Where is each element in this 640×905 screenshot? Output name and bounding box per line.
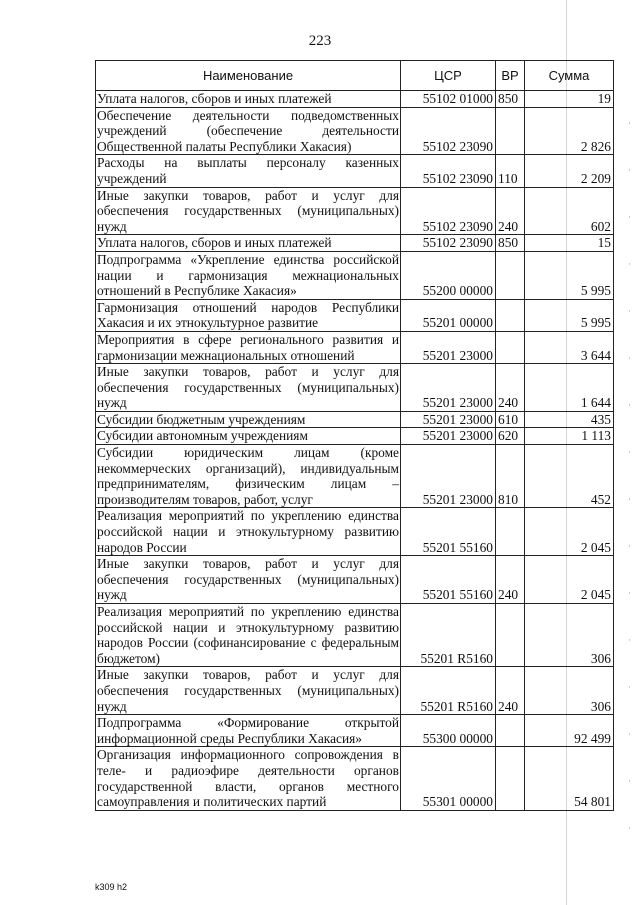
row-name: Уплата налогов, сборов и иных платежей [96, 91, 401, 108]
row-vr: 110 [496, 155, 525, 187]
row-sum: 452 [525, 445, 614, 508]
row-name: Мероприятия в сфере регионального развития и гармонизации межнациональных отношений [97, 331, 399, 363]
row-csr: 55201 55160 [401, 556, 496, 604]
row-csr: 55102 23090 [401, 155, 496, 187]
table-row [96, 107, 614, 155]
row-name: Иные закупки товаров, работ и услуг для обеспечения государственных (муниципальных) нужд [97, 556, 399, 603]
row-name: Обеспечение деятельности подведомственных учреждений (обеспечение деятельности Общественной палаты Республики Хакасия) [97, 107, 399, 154]
row-csr: 55200 00000 [401, 251, 496, 299]
row-sum: 2 826 [525, 107, 614, 155]
table-row [96, 331, 614, 363]
row-sum: 435 [525, 411, 614, 428]
row-name: Реализация мероприятий по укреплению единства российской нации и этнокультурному развитию народов России (софинансирование с федеральным бюджетом) [97, 604, 399, 666]
row-vr: 850 [496, 235, 525, 252]
row-name: Расходы на выплаты персоналу казенных учреждений [97, 155, 399, 186]
row-name: Субсидии бюджетным учреждениям [96, 411, 401, 428]
row-vr: 620 [496, 428, 525, 445]
row-name: Гармонизация отношений народов Республики Хакасия и их этнокультурное развитие [97, 299, 399, 331]
table-row [96, 155, 614, 187]
table-row [96, 556, 614, 604]
row-csr: 55201 23000 [401, 445, 496, 508]
row-sum: 2 045 [525, 556, 614, 604]
margin-scan-marks: · · · · · · · · · · · · · · · · [628, 118, 631, 833]
row-vr: 610 [496, 411, 525, 428]
row-sum: 602 [525, 187, 614, 235]
row-sum: 306 [525, 667, 614, 715]
row-csr: 55102 01000 [401, 91, 496, 108]
row-name: Подпрограмма «Укрепление единства российской нации и гармонизация межнациональных отношений в Республике Хакасия» [97, 251, 399, 299]
row-csr: 55201 55160 [401, 508, 496, 556]
row-sum: 2 045 [525, 508, 614, 556]
header-vr: ВР [496, 61, 525, 91]
row-sum: 92 499 [525, 715, 614, 747]
table-row [96, 604, 614, 667]
table-row [96, 667, 614, 715]
row-csr: 55102 23090 [401, 187, 496, 235]
row-name: Реализация мероприятий по укреплению единства российской нации и этнокультурному развитию народов России [97, 508, 399, 555]
page-number: 223 [308, 33, 332, 49]
table-row [96, 235, 614, 252]
table-row [96, 411, 614, 428]
row-name: Иные закупки товаров, работ и услуг для обеспечения государственных (муниципальных) нужд [97, 187, 399, 234]
row-sum: 1 113 [525, 428, 614, 445]
row-vr: 240 [496, 667, 525, 715]
table-row [96, 364, 614, 412]
table-row [96, 715, 614, 747]
row-sum: 5 995 [525, 299, 614, 331]
row-vr: 850 [496, 91, 525, 108]
row-name: Организация информационного сопровождения в теле- и радиоэфире деятельности органов государственной власти, органов местного самоуправления и политических партий [97, 747, 399, 810]
row-name: Субсидии автономным учреждениям [96, 428, 401, 445]
row-vr [496, 747, 525, 810]
row-vr [496, 508, 525, 556]
table-row [96, 445, 614, 508]
header-sum: Сумма [525, 61, 614, 91]
table-row [96, 299, 614, 331]
table-row [96, 428, 614, 445]
row-vr [496, 715, 525, 747]
row-vr: 240 [496, 364, 525, 412]
row-vr [496, 251, 525, 299]
table-header-row [96, 61, 614, 91]
table-row [96, 251, 614, 299]
row-csr: 55301 00000 [401, 747, 496, 810]
row-csr: 55300 00000 [401, 715, 496, 747]
row-csr: 55102 23090 [401, 107, 496, 155]
row-csr: 55201 00000 [401, 299, 496, 331]
budget-table [95, 60, 614, 811]
row-sum: 1 644 [525, 364, 614, 412]
row-csr: 55201 R5160 [401, 667, 496, 715]
row-csr: 55201 R5160 [401, 604, 496, 667]
table-row [96, 508, 614, 556]
row-vr [496, 299, 525, 331]
row-vr [496, 604, 525, 667]
row-sum: 2 209 [525, 155, 614, 187]
row-sum: 3 644 [525, 331, 614, 363]
header-csr: ЦСР [401, 61, 496, 91]
row-sum: 5 995 [525, 251, 614, 299]
header-name: Наименование [96, 61, 401, 91]
row-csr: 55201 23000 [401, 331, 496, 363]
table-row [96, 747, 614, 810]
row-vr [496, 331, 525, 363]
row-name: Иные закупки товаров, работ и услуг для обеспечения государственных (муниципальных) нужд [97, 364, 399, 411]
table-row [96, 187, 614, 235]
row-csr: 55102 23090 [401, 235, 496, 252]
row-name: Субсидии юридическим лицам (кроме некоммерческих организаций), индивидуальным предпринимателям, физическим лицам – производителям товаров, работ, услуг [97, 445, 399, 507]
row-sum: 306 [525, 604, 614, 667]
row-sum: 19 [525, 91, 614, 108]
row-sum: 15 [525, 235, 614, 252]
footer-document-code: k309 h2 [95, 882, 128, 892]
row-sum: 54 801 [525, 747, 614, 810]
row-csr: 55201 23000 [401, 428, 496, 445]
row-csr: 55201 23000 [401, 411, 496, 428]
row-vr: 240 [496, 187, 525, 235]
row-name: Иные закупки товаров, работ и услуг для обеспечения государственных (муниципальных) нужд [97, 667, 399, 714]
table-row [96, 91, 614, 108]
row-vr: 810 [496, 445, 525, 508]
row-vr [496, 107, 525, 155]
row-name: Уплата налогов, сборов и иных платежей [96, 235, 401, 252]
row-vr: 240 [496, 556, 525, 604]
row-csr: 55201 23000 [401, 364, 496, 412]
row-name: Подпрограмма «Формирование открытой информационной среды Республики Хакасия» [97, 715, 399, 746]
